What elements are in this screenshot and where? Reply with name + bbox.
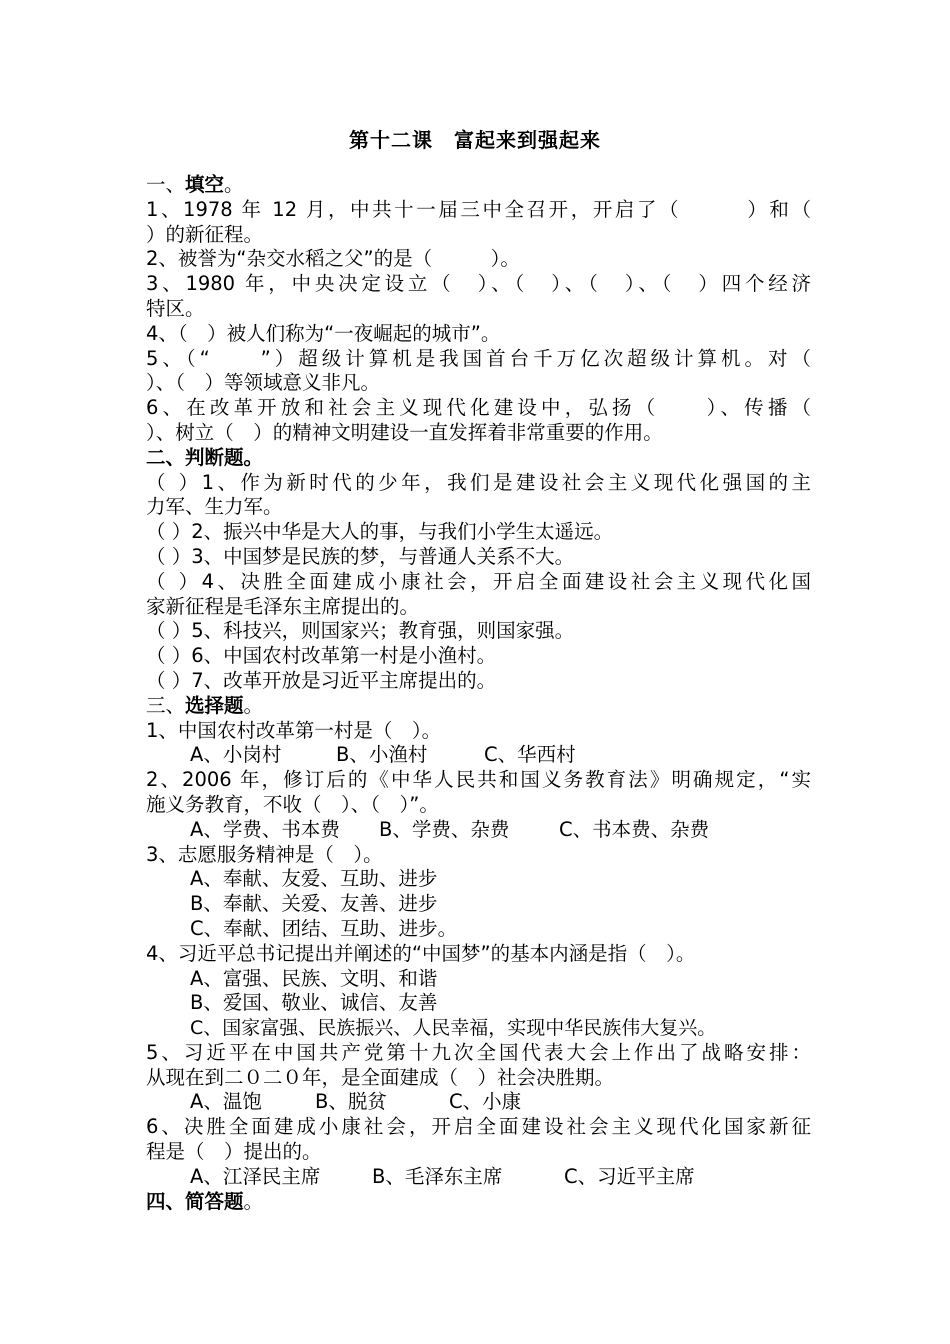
option-line: B、奉献、关爱、友善、进步 [190,892,438,916]
option: B、脱贫 [315,1090,387,1114]
section-heading-fill-blank [146,173,811,198]
option-row [146,743,811,768]
question-line: 4、习近平总书记提出并阐述的“中国梦”的基本内涵是指（ ）。 [146,941,696,965]
question-line: 力军、生力军。 [146,495,283,519]
option-line: B、爱国、敬业、诚信、友善 [190,991,438,1015]
worksheet-body [146,173,811,1214]
question-line: 1、1978 年 12 月，中共十一届三中全召开，开启了（ ）和（ [146,197,811,221]
section-punct: 。 [224,173,244,196]
option-row [146,818,811,843]
lesson-title: 第十二课 富起来到强起来 [349,128,601,152]
question-line: ）、（ ）等领域意义非凡。 [146,371,381,395]
question-line: ）的新征程。 [146,222,264,246]
option: C、小康 [449,1090,522,1114]
section-number: 一、 [146,173,186,196]
option: B、小渔村 [336,743,428,767]
section-heading-multiple-choice [146,694,811,719]
option: B、毛泽东主席 [372,1164,503,1188]
section-heading-short-answer [146,1190,811,1215]
section-title: 填空 [185,173,225,196]
section-heading-true-false: 二、判断题。 [146,445,264,469]
question-line: 2、2006 年，修订后的《中华人民共和国义务教育法》明确规定，“实 [146,768,811,792]
section-number: 四、 [146,1189,186,1213]
option: A、小岗村 [190,743,282,767]
option: A、温饱 [190,1090,262,1114]
section-punct: 。 [243,693,264,717]
question-line: 5、习近平在中国共产党第十九次全国代表大会上作出了战略安排： [146,1040,811,1064]
question-line: ）、树立（ ）的精神文明建设一直发挥着非常重要的作用。 [146,420,663,444]
option-line: A、奉献、友爱、互助、进步 [190,867,438,891]
question-line: （ ）5、科技兴，则国家兴；教育强，则国家强。 [146,619,575,643]
option-row [146,1165,811,1190]
question-line: （ ）1、作为新时代的少年，我们是建设社会主义现代化强国的主 [146,470,811,494]
section-punct: 。 [243,1189,264,1213]
question-line: 特区。 [146,296,205,320]
option: B、学费、杂费 [379,817,510,841]
question-line: 6、决胜全面建成小康社会，开启全面建设社会主义现代化国家新征 [146,1115,811,1139]
option: A、江泽民主席 [190,1164,321,1188]
question-line: 从现在到二０二０年，是全面建成（ ）社会决胜期。 [146,1065,615,1089]
section-title: 选择题 [185,693,244,717]
option-line: C、国家富强、民族振兴、人民幸福，实现中华民族伟大复兴。 [190,1017,717,1040]
question-line: 3、1980 年，中央决定设立（ ）、（ ）、（ ）、（ ）四个经济 [146,272,811,296]
question-line: 3、志愿服务精神是（ ）。 [146,842,383,866]
question-line: （ ）4、决胜全面建成小康社会，开启全面建设社会主义现代化国 [146,569,811,593]
question-line: （ ）6、中国农村改革第一村是小渔村。 [146,644,497,668]
question-line: 1、中国农村改革第一村是（ ）。 [146,718,442,742]
option: C、习近平主席 [564,1164,695,1188]
question-line: 程是（ ）提出的。 [146,1140,322,1164]
question-line: 2、被誉为“杂交水稻之父”的是（ ）。 [146,247,520,271]
question-line: 施义务教育，不收（ ）、（ ）”。 [146,792,439,816]
option: A、学费、书本费 [190,817,340,841]
option: C、书本费、杂费 [559,817,710,841]
section-number: 三、 [146,693,186,717]
option: C、华西村 [484,743,576,767]
question-line: （ ）2、振兴中华是大人的事，与我们小学生太遥远。 [146,520,614,544]
question-line: 家新征程是毛泽东主席提出的。 [146,594,420,618]
question-line: （ ）3、中国梦是民族的梦，与普通人关系不大。 [146,544,575,568]
option-line: A、富强、民族、文明、和谐 [190,966,438,990]
question-line: 6、在改革开放和社会主义现代化建设中，弘扬（ ）、传播（ [146,396,811,420]
question-line: 5、（“ ”）超级计算机是我国首台千万亿次超级计算机。对（ [146,346,811,370]
section-title: 简答题 [185,1189,244,1213]
question-line: 4、（ ）被人们称为“一夜崛起的城市”。 [146,321,501,345]
question-line: （ ）7、改革开放是习近平主席提出的。 [146,668,497,692]
option-row [146,1090,811,1115]
option-line: C、奉献、团结、互助、进步。 [190,916,458,940]
